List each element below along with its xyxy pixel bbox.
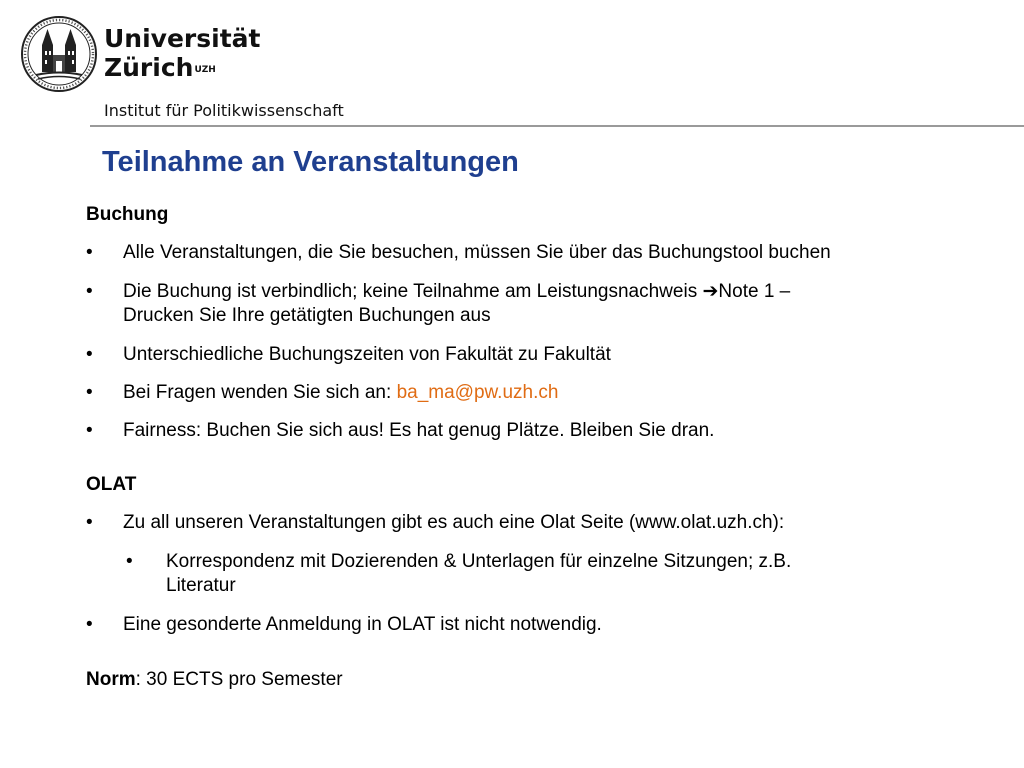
- bullet-text: Eine gesonderte Anmeldung in OLAT ist nicht notwendig.: [123, 614, 602, 635]
- bullet-text: Die Buchung ist verbindlich; keine Teilnahme am Leistungsnachweis: [123, 281, 703, 302]
- header-divider: [90, 125, 1024, 127]
- arrow-right-icon: ➔: [702, 281, 719, 302]
- university-name-line1: Universität: [104, 24, 261, 53]
- list-item-binding-booking: [86, 280, 986, 328]
- list-item-booking-times: [86, 343, 986, 367]
- norm-text: : 30 ECTS pro Semester: [135, 669, 343, 690]
- bullet-text: Zu all unseren Veranstaltungen gibt es auch eine Olat Seite (www.olat.uzh.ch):: [123, 512, 785, 533]
- norm-label: Norm: [86, 669, 136, 690]
- list-item-fairness: [86, 419, 986, 443]
- bullet-icon: •: [86, 242, 93, 263]
- university-seal-icon: [20, 15, 98, 93]
- bullet-text-grade: Note 1 –: [718, 281, 791, 302]
- slide-title: Teilnahme an Veranstaltungen: [102, 146, 519, 178]
- bullet-icon: •: [126, 551, 133, 572]
- uzh-mark: UZH: [194, 65, 216, 75]
- contact-email-link[interactable]: ba_ma@pw.uzh.ch: [396, 382, 559, 403]
- norm-line: [86, 668, 986, 692]
- university-name-line2: [104, 53, 260, 82]
- bullet-text-line2: Drucken Sie Ihre getätigten Buchungen aus: [123, 305, 491, 326]
- slide-body: [86, 200, 986, 692]
- bullet-text: Fairness: Buchen Sie sich aus! Es hat genug Plätze. Bleiben Sie dran.: [123, 420, 715, 441]
- list-item-contact: [86, 381, 986, 405]
- bullet-icon: •: [86, 614, 93, 635]
- bullet-text: Alle Veranstaltungen, die Sie besuchen, müssen Sie über das Buchungstool buchen: [123, 242, 831, 263]
- bullet-text-line1: [123, 280, 986, 304]
- bullet-icon: •: [86, 420, 93, 441]
- list-item-booking-tool: [86, 241, 986, 265]
- list-item-olat-page: [86, 511, 986, 535]
- list-item-olat-registration: [86, 613, 986, 637]
- slide-header: [0, 0, 1024, 128]
- university-name-zurich: Zürich: [104, 53, 194, 82]
- bullet-icon: •: [86, 382, 93, 403]
- booking-heading: Buchung: [86, 204, 169, 225]
- olat-heading: OLAT: [86, 474, 137, 495]
- bullet-text: Unterschiedliche Buchungszeiten von Fakultät zu Fakultät: [123, 344, 611, 365]
- bullet-text-line2: Literatur: [166, 575, 236, 596]
- bullet-icon: •: [86, 512, 93, 533]
- bullet-text-line1: Korrespondenz mit Dozierenden & Unterlagen für einzelne Sitzungen; z.B.: [166, 551, 792, 572]
- university-name: [104, 24, 260, 82]
- list-item-olat-correspondence: [86, 550, 986, 598]
- bullet-icon: •: [86, 344, 93, 365]
- bullet-text: Bei Fragen wenden Sie sich an:: [123, 382, 397, 403]
- bullet-icon: •: [86, 281, 93, 302]
- institute-name: Institut für Politikwissenschaft: [104, 101, 344, 120]
